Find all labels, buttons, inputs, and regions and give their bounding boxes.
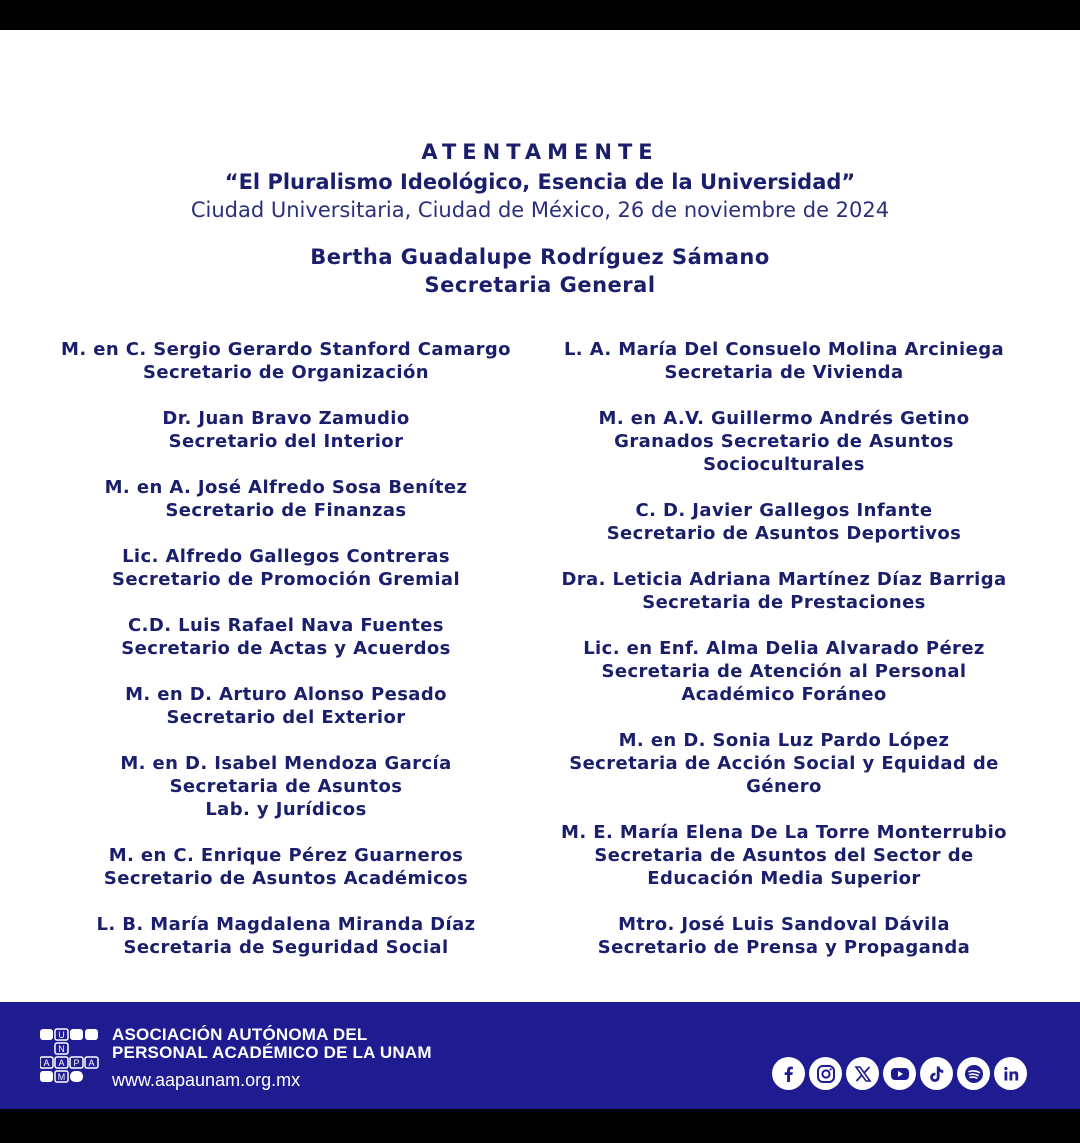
member-role: Secretaria de Acción Social y Equidad de bbox=[569, 753, 999, 774]
spotify-icon[interactable] bbox=[957, 1057, 990, 1090]
member-entry bbox=[36, 614, 536, 660]
member-role-continued: Socioculturales bbox=[703, 454, 865, 475]
member-role: Secretario de Promoción Gremial bbox=[111, 569, 461, 590]
member-entry bbox=[534, 338, 1034, 384]
signer-role: Secretaria General bbox=[424, 273, 656, 297]
social-links bbox=[772, 1057, 1027, 1091]
logo-letter: P bbox=[73, 1058, 80, 1068]
member-name: Lic. en Enf. Alma Delia Alvarado Pérez bbox=[583, 638, 985, 659]
logo-letter: N bbox=[58, 1044, 65, 1054]
closing-word: ATENTAMENTE bbox=[421, 140, 659, 164]
member-role-continued: Educación Media Superior bbox=[647, 868, 921, 889]
member-name: Lic. Alfredo Gallegos Contreras bbox=[122, 546, 450, 567]
member-entry bbox=[36, 545, 536, 591]
member-name: C.D. Luis Rafael Nava Fuentes bbox=[128, 615, 444, 636]
member-role: Secretario del Exterior bbox=[166, 707, 406, 728]
member-role-continued: Académico Foráneo bbox=[681, 684, 887, 705]
linkedin-icon[interactable] bbox=[994, 1057, 1027, 1090]
member-name: M. en A.V. Guillermo Andrés Getino bbox=[598, 408, 970, 429]
member-role: Secretario de Asuntos Deportivos bbox=[606, 523, 962, 544]
member-entry bbox=[36, 338, 536, 384]
member-role: Secretaria de Atención al Personal bbox=[601, 661, 967, 682]
member-entry bbox=[534, 407, 1034, 476]
signer-name: Bertha Guadalupe Rodríguez Sámano bbox=[310, 245, 770, 269]
member-entry bbox=[534, 821, 1034, 890]
member-name: M. en D. Arturo Alonso Pesado bbox=[125, 684, 447, 705]
member-role: Secretario de Prensa y Propaganda bbox=[597, 937, 971, 958]
member-name: L. A. María Del Consuelo Molina Arciniega bbox=[563, 339, 1005, 360]
member-role: Secretario del Interior bbox=[168, 431, 404, 452]
member-role: Secretaria de Seguridad Social bbox=[123, 937, 449, 958]
member-name: L. B. María Magdalena Miranda Díaz bbox=[96, 914, 476, 935]
member-entry bbox=[534, 913, 1034, 959]
aapaunam-logo bbox=[40, 1028, 102, 1086]
member-role: Granados Secretario de Asuntos bbox=[614, 431, 954, 452]
letter-page bbox=[0, 30, 1080, 1002]
footer-banner bbox=[0, 1002, 1080, 1109]
member-entry bbox=[36, 407, 536, 453]
member-entry bbox=[36, 913, 536, 959]
member-entry bbox=[36, 476, 536, 522]
org-name-line2: PERSONAL ACADÉMICO DE LA UNAM bbox=[112, 1043, 432, 1062]
logo-letter: U bbox=[58, 1030, 65, 1040]
member-name: Dr. Juan Bravo Zamudio bbox=[162, 408, 410, 429]
member-entry bbox=[36, 844, 536, 890]
logo-letter: A bbox=[88, 1058, 95, 1068]
member-role: Secretario de Asuntos Académicos bbox=[103, 868, 469, 889]
member-name: M. en C. Sergio Gerardo Stanford Camargo bbox=[61, 339, 511, 360]
member-name: M. en D. Sonia Luz Pardo López bbox=[618, 730, 950, 751]
member-role: Secretaria de Prestaciones bbox=[642, 592, 926, 613]
logo-letter: A bbox=[58, 1058, 65, 1068]
facebook-icon[interactable] bbox=[772, 1057, 805, 1090]
member-entry bbox=[534, 637, 1034, 706]
member-role-continued: Género bbox=[746, 776, 822, 797]
website-link[interactable]: www.aapaunam.org.mx bbox=[112, 1070, 301, 1090]
member-name: M. en D. Isabel Mendoza García bbox=[120, 753, 452, 774]
member-entry bbox=[534, 568, 1034, 614]
member-entry bbox=[534, 499, 1034, 545]
member-entry bbox=[36, 752, 536, 821]
motto: “El Pluralismo Ideológico, Esencia de la Universidad” bbox=[224, 170, 856, 194]
member-name: Mtro. José Luis Sandoval Dávila bbox=[618, 914, 950, 935]
place-date: Ciudad Universitaria, Ciudad de México, 26 de noviembre de 2024 bbox=[190, 198, 890, 222]
org-name-line1: ASOCIACIÓN AUTÓNOMA DEL bbox=[112, 1025, 368, 1044]
member-role: Secretario de Organización bbox=[143, 362, 429, 383]
tiktok-icon[interactable] bbox=[920, 1057, 953, 1090]
member-role: Secretaria de Vivienda bbox=[664, 362, 904, 383]
member-role: Secretario de Actas y Acuerdos bbox=[121, 638, 451, 659]
logo-letter: M bbox=[57, 1072, 66, 1082]
member-role: Secretario de Finanzas bbox=[165, 500, 407, 521]
logo-letter: A bbox=[43, 1058, 50, 1068]
member-name: C. D. Javier Gallegos Infante bbox=[635, 500, 933, 521]
members-right-column bbox=[534, 338, 1034, 982]
member-entry bbox=[534, 729, 1034, 798]
member-name: M. E. María Elena De La Torre Monterrubio bbox=[561, 822, 1007, 843]
bottom-bar bbox=[0, 1109, 1080, 1143]
x-icon[interactable] bbox=[846, 1057, 879, 1090]
member-role: Secretaria de Asuntos bbox=[169, 776, 403, 797]
member-name: M. en C. Enrique Pérez Guarneros bbox=[108, 845, 464, 866]
youtube-icon[interactable] bbox=[883, 1057, 916, 1090]
instagram-icon[interactable] bbox=[809, 1057, 842, 1090]
member-entry bbox=[36, 683, 536, 729]
members-left-column bbox=[36, 338, 536, 982]
member-name: M. en A. José Alfredo Sosa Benítez bbox=[104, 477, 468, 498]
member-name: Dra. Leticia Adriana Martínez Díaz Barriga bbox=[561, 569, 1007, 590]
member-role: Secretaria de Asuntos del Sector de bbox=[594, 845, 974, 866]
member-role-continued: Lab. y Jurídicos bbox=[205, 799, 367, 820]
